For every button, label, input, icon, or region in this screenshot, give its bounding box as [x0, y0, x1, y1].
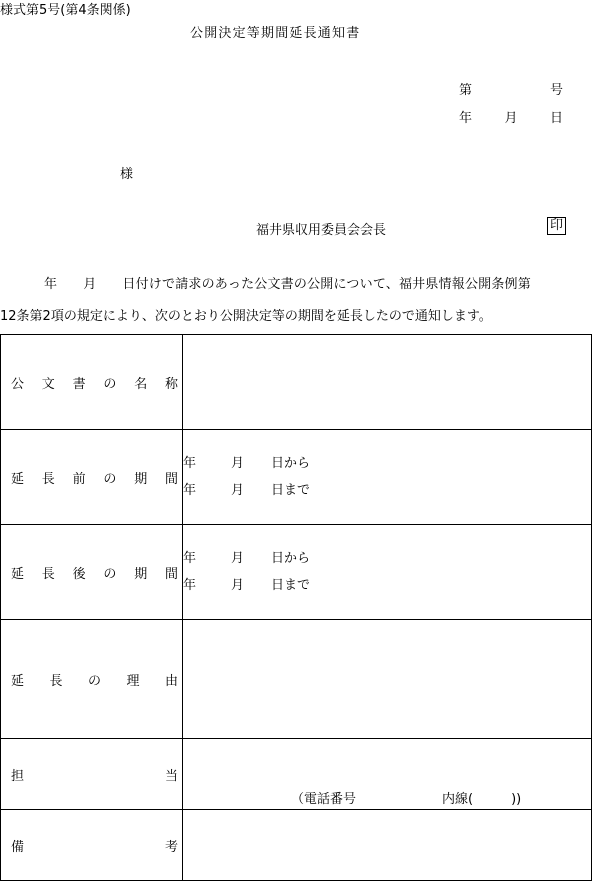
value-document-name[interactable]	[183, 335, 592, 430]
label-char: 長	[41, 471, 55, 487]
label-char: 長	[49, 673, 63, 689]
label-char: 備	[11, 839, 25, 855]
body-line-1	[0, 269, 592, 301]
value-remarks[interactable]	[183, 810, 592, 881]
date-month: 月	[504, 111, 518, 126]
seal-mark: 印	[547, 217, 566, 235]
value-contact[interactable]	[183, 739, 592, 810]
label-chars	[1, 468, 182, 487]
label-char: 期	[134, 471, 148, 487]
label-char: 書	[72, 376, 86, 392]
label-char: 期	[134, 566, 148, 582]
label-char: 担	[11, 768, 25, 784]
label-remarks	[1, 810, 183, 881]
label-char: 理	[126, 673, 140, 689]
label-char: 公	[11, 376, 25, 392]
label-char: の	[87, 673, 101, 689]
label-char: 文	[41, 376, 55, 392]
details-table	[0, 334, 592, 881]
label-char: 称	[164, 376, 178, 392]
label-char: 長	[41, 566, 55, 582]
document-number	[459, 79, 563, 98]
label-contact	[1, 739, 183, 810]
value-period-before[interactable]: 年 月 日から 年 月 日まで	[183, 430, 592, 525]
extension-label: 内線(	[442, 792, 474, 807]
row-reason	[1, 620, 592, 739]
sender-title: 福井県収用委員会会長	[256, 223, 387, 238]
label-char: 名	[134, 376, 148, 392]
label-char: の	[103, 471, 117, 487]
body-month: 月	[83, 277, 97, 292]
label-chars	[1, 836, 182, 855]
label-char: 延	[11, 673, 25, 689]
label-chars	[1, 670, 182, 689]
label-char: 間	[164, 471, 178, 487]
label-period-after	[1, 525, 183, 620]
label-char: 後	[72, 566, 86, 582]
addressee-suffix: 様	[120, 167, 134, 182]
form-number: 様式第5号(第4条関係)	[0, 3, 131, 18]
label-chars	[1, 373, 182, 392]
label-char: 由	[164, 673, 178, 689]
body-line-2: 12条第2項の規定により、次のとおり公開決定等の期間を延長したので通知します。	[0, 309, 492, 324]
doc-number-go: 号	[549, 83, 563, 98]
label-char: 前	[72, 471, 86, 487]
row-period-after	[1, 525, 592, 620]
label-char: の	[103, 566, 117, 582]
label-chars	[1, 563, 182, 582]
doc-number-dai: 第	[459, 83, 473, 98]
label-char: 間	[164, 566, 178, 582]
label-char: 延	[11, 471, 25, 487]
row-document-name	[1, 335, 592, 430]
label-chars	[1, 765, 182, 784]
label-document-name	[1, 335, 183, 430]
value-reason[interactable]	[183, 620, 592, 739]
phone-label: （電話番号	[291, 792, 357, 807]
document-date	[459, 107, 563, 126]
body-paragraph	[0, 269, 592, 333]
row-period-before	[1, 430, 592, 525]
row-contact	[1, 739, 592, 810]
label-reason	[1, 620, 183, 739]
value-period-after[interactable]: 年 月 日から 年 月 日まで	[183, 525, 592, 620]
body-year: 年	[44, 277, 58, 292]
contact-phone-line	[291, 788, 521, 807]
document-title: 公開決定等期間延長通知書	[190, 26, 361, 41]
row-remarks	[1, 810, 592, 881]
extension-close: ))	[511, 792, 522, 807]
date-year: 年	[459, 111, 473, 126]
label-char: 当	[164, 768, 178, 784]
date-day: 日	[549, 111, 563, 126]
label-period-before	[1, 430, 183, 525]
label-char: 延	[11, 566, 25, 582]
label-char: 考	[164, 839, 178, 855]
body-line1-rest: 日付けで請求のあった公文書の公開について、福井県情報公開条例第	[122, 277, 531, 292]
label-char: の	[103, 376, 117, 392]
